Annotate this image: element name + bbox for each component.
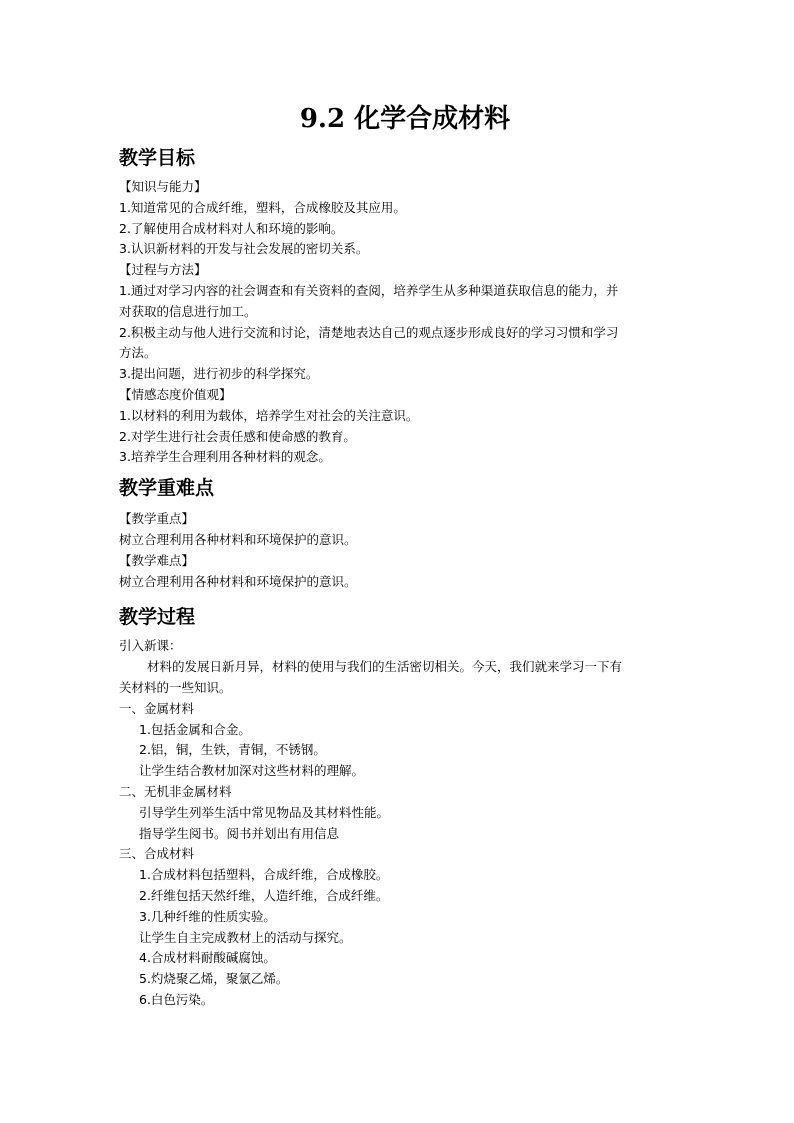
focus-text: 树立合理利用各种材料和环境保护的意识。 — [119, 531, 357, 547]
synthetic-item: 6.白色污染。 — [139, 991, 214, 1007]
inorganic-label: 二、无机非金属材料 — [119, 783, 232, 799]
knowledge-label: 【知识与能力】 — [119, 179, 207, 194]
synthetic-label: 三、合成材料 — [119, 846, 195, 862]
heading-process: 教学过程 — [119, 606, 196, 629]
page-title: 9.2 化学合成材料 — [299, 104, 511, 134]
attitude-item: 2.对学生进行社会责任感和使命感的教育。 — [119, 428, 356, 444]
process-method-item: 3.提出问题，进行初步的科学探究。 — [119, 366, 319, 382]
synthetic-item: 2.纤维包括天然纤维，人造纤维，合成纤维。 — [139, 887, 389, 903]
process-method-item: 1.通过对学习内容的社会调查和有关资料的查阅，培养学生从多种渠道获取信息的能力，并 — [119, 282, 619, 298]
inorganic-note: 引导学生列举生活中常见物品及其材料性能。 — [139, 804, 390, 820]
difficulty-text: 树立合理利用各种材料和环境保护的意识。 — [119, 573, 357, 589]
process-method-item: 方法。 — [119, 345, 157, 361]
knowledge-item: 1.知道常见的合成纤维，塑料，合成橡胶及其应用。 — [119, 199, 406, 215]
knowledge-item: 3.认识新材料的开发与社会发展的密切关系。 — [119, 241, 369, 257]
metal-item: 2.铝，铜，生铁，青铜，不锈钢。 — [139, 742, 326, 758]
attitude-label: 【情感态度价值观】 — [119, 386, 232, 402]
metal-label: 一、金属材料 — [119, 700, 195, 716]
synthetic-item: 5.灼烧聚乙烯，聚氯乙烯。 — [139, 971, 289, 987]
heading-key-points: 教学重难点 — [119, 477, 215, 500]
metal-item: 1.包括金属和合金。 — [139, 721, 251, 737]
knowledge-item: 2.了解使用合成材料对人和环境的影响。 — [119, 220, 344, 236]
synthetic-item: 3.几种纤维的性质实验。 — [139, 908, 276, 924]
document-body — [119, 143, 679, 1011]
metal-note: 让学生结合教材加深对这些材料的理解。 — [139, 763, 365, 779]
difficulty-label: 【教学难点】 — [119, 552, 195, 568]
intro-text: 关材料的一些知识。 — [119, 679, 232, 695]
inorganic-note: 指导学生阅书。阅书并划出有用信息 — [139, 825, 340, 841]
attitude-item: 1.以材料的利用为载体，培养学生对社会的关注意识。 — [119, 407, 419, 423]
intro-text: 材料的发展日新月异，材料的使用与我们的生活密切相关。今天，我们就来学习一下有 — [147, 659, 623, 675]
synthetic-note: 让学生自主完成教材上的活动与探究。 — [139, 929, 352, 945]
synthetic-item: 4.合成材料耐酸碱腐蚀。 — [139, 950, 276, 966]
process-method-item: 对获取的信息进行加工。 — [119, 303, 257, 319]
process-method-item: 2.积极主动与他人进行交流和讨论，清楚地表达自己的观点逐步形成良好的学习习惯和学习 — [119, 324, 619, 340]
attitude-item: 3.培养学生合理利用各种材料的观念。 — [119, 449, 331, 465]
intro-label: 引入新课： — [119, 638, 182, 654]
heading-objectives: 教学目标 — [119, 147, 196, 169]
synthetic-item: 1.合成材料包括塑料，合成纤维，合成橡胶。 — [139, 867, 389, 883]
process-method-label: 【过程与方法】 — [119, 262, 207, 278]
focus-label: 【教学重点】 — [119, 511, 195, 527]
